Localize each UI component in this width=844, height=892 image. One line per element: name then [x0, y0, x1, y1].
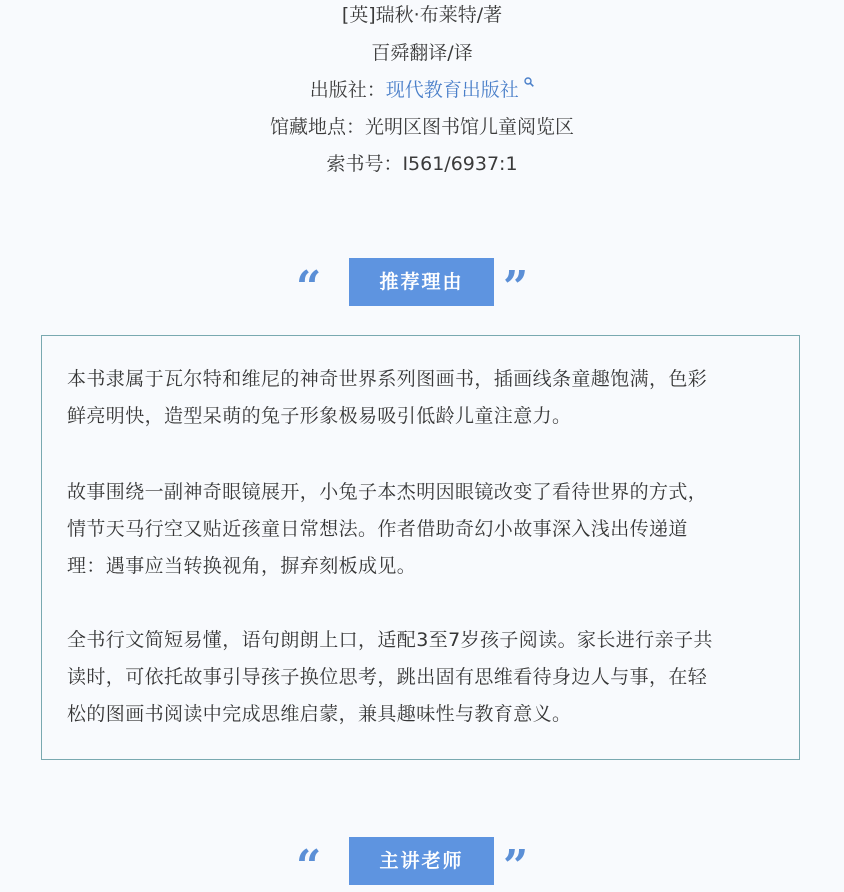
paragraph-line: 情节天马行空又贴近孩童日常想法。作者借助奇幻小故事深入浅出传递道	[67, 518, 688, 540]
recommendation-box	[41, 335, 800, 760]
left-double-quote-icon: “	[296, 841, 322, 892]
paragraph-line: 全书行文简短易懂，语句朗朗上口，适配3至7岁孩子阅读。家长进行亲子共	[67, 629, 713, 651]
book-call-number: 索书号：I561/6937:1	[326, 153, 518, 175]
book-publisher	[0, 78, 844, 105]
right-double-quote-icon: ”	[503, 262, 529, 313]
section-tag-recommendation: 推荐理由	[349, 258, 494, 306]
section-header-recommendation	[0, 258, 844, 313]
paragraph-line: 理：遇事应当转换视角，摒弃刻板成见。	[67, 555, 417, 577]
book-translator: 百舜翻译/译	[371, 42, 473, 64]
section-header-lecturer	[0, 837, 844, 892]
publisher-label: 出版社：	[309, 79, 386, 101]
book-author: [英]瑞秋·布莱特/著	[341, 4, 503, 26]
recommendation-paragraph-2	[67, 474, 782, 585]
paragraph-line: 本书隶属于瓦尔特和维尼的神奇世界系列图画书，插画线条童趣饱满，色彩	[67, 368, 708, 390]
section-tag-lecturer: 主讲老师	[349, 837, 494, 885]
paragraph-line: 读时，可依托故事引导孩子换位思考，跳出固有思维看待身边人与事，在轻	[67, 666, 708, 688]
paragraph-line: 松的图画书阅读中完成思维启蒙，兼具趣味性与教育意义。	[67, 703, 572, 725]
right-double-quote-icon: ”	[503, 841, 529, 892]
paragraph-line: 故事围绕一副神奇眼镜展开，小兔子本杰明因眼镜改变了看待世界的方式，	[67, 481, 708, 503]
book-location: 馆藏地点：光明区图书馆儿童阅览区	[269, 116, 574, 138]
left-double-quote-icon: “	[296, 262, 322, 313]
search-icon[interactable]	[521, 77, 535, 90]
recommendation-paragraph-1	[67, 361, 782, 435]
recommendation-paragraph-3	[67, 622, 782, 733]
publisher-link[interactable]: 现代教育出版社	[385, 79, 519, 101]
paragraph-line: 鲜亮明快，造型呆萌的兔子形象极易吸引低龄儿童注意力。	[67, 405, 572, 427]
